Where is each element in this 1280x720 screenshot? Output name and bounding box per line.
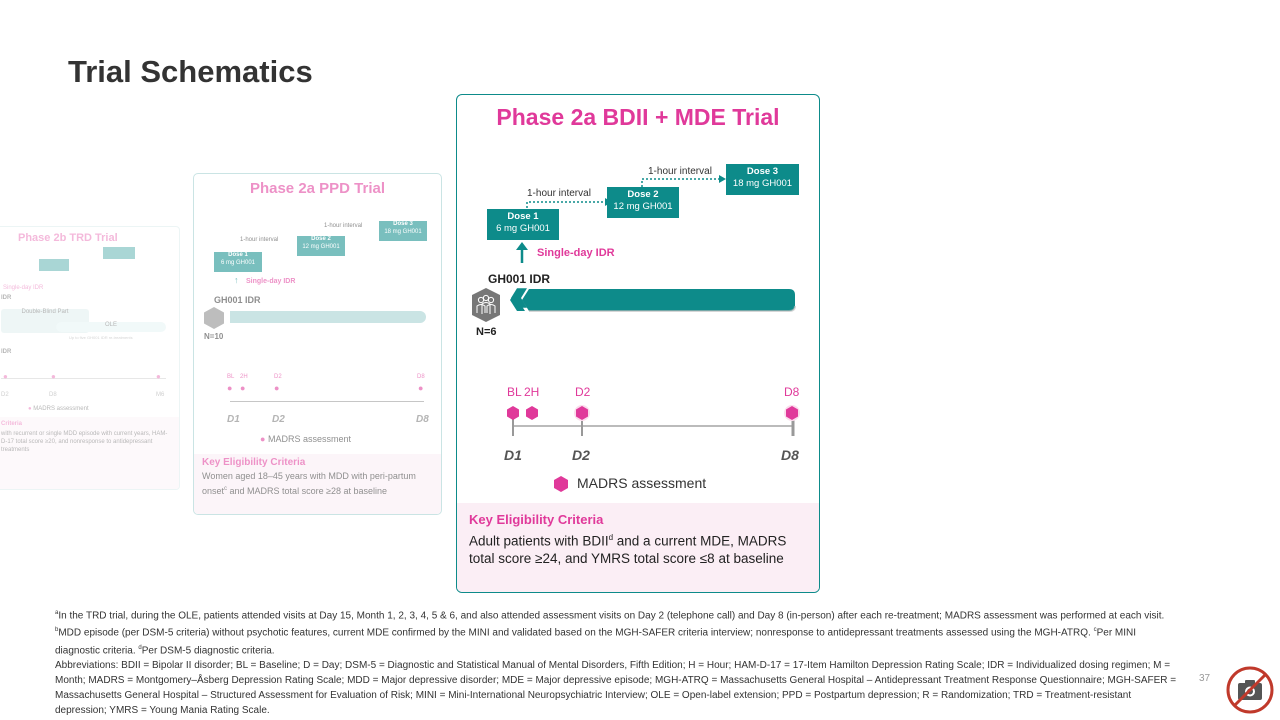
ppd-marker: ●: [240, 383, 246, 393]
footnote-a: In the TRD trial, during the OLE, patients attended visits at Day 15, Month 1, 2, 3, 4, 5 & 6, and also attended assessment visits on Day 2 (telephone call) and Day 8 (in-person) after each re-treatment; MADRS assessment was performed at each visit.: [58, 610, 1165, 622]
bdii-marker-label: D2: [575, 385, 591, 399]
bdii-axis-label: D8: [781, 447, 799, 463]
bdii-elig-text: [469, 529, 809, 567]
bdii-dose-2: [607, 187, 679, 218]
bdii-marker-label: BL: [507, 385, 522, 399]
ppd-marker-label: D8: [417, 374, 425, 380]
ppd-elig-sup: c: [224, 486, 228, 492]
trd-eligibility: [0, 417, 179, 489]
trd-idr-label-2: IDR: [1, 349, 12, 355]
interval-arrow-2: [642, 179, 719, 187]
ppd-idr-label: GH001 IDR: [214, 295, 261, 305]
trd-marker: ●: [51, 372, 56, 381]
patients-icon: [204, 307, 224, 329]
bdii-axis-label: D2: [572, 447, 590, 463]
ppd-elig-text-2: and MADRS total score ≥28 at baseline: [227, 486, 388, 496]
bdii-dose-1: [487, 209, 559, 240]
footnote-b: MDD episode (per DSM-5 criteria) without psychotic features, current MDE confirmed by the MINI and validated based on the MGH-SAFER criteria interview; nonresponse to antidepressant treatments assessed using the MGH-ATRQ.: [58, 627, 1091, 639]
bdii-dose-3-sub: 18 mg GH001: [732, 177, 793, 189]
bdii-dose-3: [726, 164, 799, 195]
ppd-dose-1: [214, 252, 262, 272]
trd-criteria-text: with recurrent or single MDD episode with current years, HAM-D-17 total score ≥20, and nonresponse to antidepressant treatments: [1, 431, 168, 453]
ppd-dose-2-sub: 12 mg GH001: [302, 243, 340, 250]
trd-madrs-label: MADRS assessment: [33, 406, 89, 412]
ppd-n-label: N=10: [204, 332, 224, 341]
ppd-axis: [230, 401, 424, 402]
bdii-dose-1-title: Dose 1: [507, 211, 539, 222]
page-number: 37: [1199, 673, 1211, 684]
bdii-marker-2h: [526, 406, 538, 420]
ppd-interval-2: 1-hour interval: [324, 223, 363, 229]
interval-arrow-2-head: [719, 175, 726, 183]
ppd-marker: ●: [418, 383, 424, 393]
ppd-card-title: Phase 2a PPD Trial: [249, 180, 386, 197]
interval-arrow-1: [527, 202, 605, 208]
footnote-sup-c: c: [1093, 627, 1097, 634]
footnote-sup-a: a: [55, 610, 59, 616]
bdii-elig-title: Key Eligibility Criteria: [469, 512, 604, 527]
up-arrow-icon: [515, 242, 529, 264]
bdii-timeline: [457, 397, 819, 442]
ppd-axis-label: D2: [272, 414, 285, 425]
bdii-trial-card: [456, 94, 820, 593]
bdii-marker-label: 2H: [524, 385, 540, 399]
bdii-elig-text-2: and a current MDE, MADRS total score ≥24, and YMRS total score ≤8 at baseline: [469, 533, 787, 566]
bdii-dose-3-title: Dose 3: [746, 166, 779, 177]
trd-criteria-title: Criteria: [1, 421, 23, 427]
bdii-dose-2-title: Dose 2: [627, 189, 659, 200]
ppd-madrs-legend: ● MADRS assessment: [260, 434, 351, 444]
trd-marker: ●: [156, 372, 161, 381]
bdii-single-day: Single-day IDR: [537, 247, 615, 259]
bdii-card-title: Phase 2a BDII + MDE Trial: [496, 104, 780, 130]
patients-hexagon: [472, 288, 500, 322]
ppd-marker-label: BL: [227, 374, 235, 380]
ppd-dose-2: [297, 236, 345, 256]
bdii-dose-2-sub: 12 mg GH001: [613, 200, 673, 212]
bdii-elig-text-1: Adult patients with BDII: [469, 533, 609, 549]
ppd-marker-label: D2: [274, 374, 282, 380]
bdii-eligibility: [457, 503, 819, 592]
ppd-idr-bar: [230, 311, 426, 323]
bdii-interval-2: 1-hour interval: [648, 166, 712, 177]
footnote-ab: [55, 606, 1180, 658]
trd-visit-label: M6: [156, 392, 165, 398]
footnote-sup-b: b: [55, 627, 59, 634]
footnote-d: Per DSM-5 diagnostic criteria.: [141, 644, 275, 656]
ppd-madrs-label: MADRS assessment: [267, 434, 351, 444]
footnote-sup-d: d: [138, 644, 142, 651]
trd-marker: ●: [3, 372, 8, 381]
ppd-marker: ●: [227, 383, 233, 393]
page-title: Trial Schematics: [68, 54, 313, 89]
ppd-interval-1: 1-hour interval: [240, 237, 279, 243]
ppd-marker-label: 2H: [240, 374, 248, 380]
bdii-marker-bl: [507, 406, 519, 420]
trd-ole-sub: Up to five GH001 IDR re-treatments: [69, 335, 133, 340]
footnote-c: Per MINI diagnostic criteria.: [55, 627, 1137, 656]
trd-ole-label: OLE: [104, 322, 117, 328]
ppd-dose-1-sub: 6 mg GH001: [220, 259, 256, 266]
ppd-dose-1-title: Dose 1: [228, 252, 248, 258]
trd-dose-box: [103, 247, 135, 259]
bdii-n-label: N=6: [476, 326, 497, 338]
trd-double-blind-label: Double-Blind Part: [21, 309, 69, 315]
footnotes: [55, 606, 1180, 718]
bdii-axis-label: D1: [504, 447, 522, 463]
ppd-elig-text-1: Women aged 18–45 years with MDD with peri-partum onset: [202, 471, 416, 496]
ppd-axis-label: D8: [416, 414, 429, 425]
bdii-idr-label: GH001 IDR: [488, 272, 551, 286]
trd-single-day: Single-day IDR: [3, 285, 44, 291]
trd-madrs-legend: ● MADRS assessment: [28, 406, 89, 412]
abbreviations: Abbreviations: BDII = Bipolar II disorder; BL = Baseline; D = Day; DSM-5 = Diagnostic and Statistical Manual of Mental Disorders, Fifth Edition; H = Hour; HAM-D-17 = 17-Item Hamilton Depression Rating Scale; IDR = Individualized dosing regimen; M = Month; MADRS = Montgomery–Åsberg Depression Rating Scale; MDD = Major depressive disorder; MDE = Major depressive episode; MGH-ATRQ = Massachusetts General Hospital – Antidepressant Treatment Response Questionnaire; MGH-SAFER = Massachusetts General Hospital – Structured Assessment for Evaluation of Risk; MINI = Mini-International Neuropsychiatric Interview; OLE = Open-label extension; PPD = Postpartum depression; R = Randomization; TRD = Treatment-resistant depression; YMRS = Young Mania Rating Scale.: [55, 659, 1177, 716]
bdii-elig-sup: d: [608, 533, 614, 542]
ppd-dose-2-title: Dose 2: [311, 236, 331, 242]
ppd-marker: ●: [274, 383, 280, 393]
trd-visit-label: D2: [1, 392, 9, 398]
trd-idr-label: IDR: [1, 295, 12, 301]
ppd-elig-text: [202, 470, 427, 498]
bdii-marker-label: D8: [784, 385, 800, 399]
ppd-dose-3-title: Dose 3: [393, 221, 413, 227]
trd-visit-label: D8: [49, 392, 57, 398]
ppd-dose-3-sub: 18 mg GH001: [384, 228, 422, 235]
ppd-up-arrow-icon: ↑: [234, 275, 239, 285]
idr-timeline-bar: [471, 287, 801, 327]
trd-ole-bar: [56, 322, 166, 332]
bdii-interval-1: 1-hour interval: [527, 188, 591, 199]
bdii-madrs-label: MADRS assessment: [577, 475, 707, 491]
camera-off-icon[interactable]: [1226, 666, 1274, 714]
ppd-single-day: Single-day IDR: [246, 278, 296, 285]
ppd-trial-card: [193, 173, 442, 515]
bdii-dose-1-sub: 6 mg GH001: [496, 222, 550, 234]
ppd-elig-title: Key Eligibility Criteria: [202, 457, 306, 468]
ppd-eligibility: [194, 454, 441, 514]
trd-card-title: Phase 2b TRD Trial: [18, 232, 118, 244]
trd-dose-box: [39, 259, 69, 271]
ppd-dose-3: [379, 221, 427, 241]
madrs-legend-icon: [553, 475, 569, 493]
trd-axis: [1, 378, 166, 379]
ppd-axis-label: D1: [227, 414, 240, 425]
trd-trial-card: [0, 226, 180, 490]
